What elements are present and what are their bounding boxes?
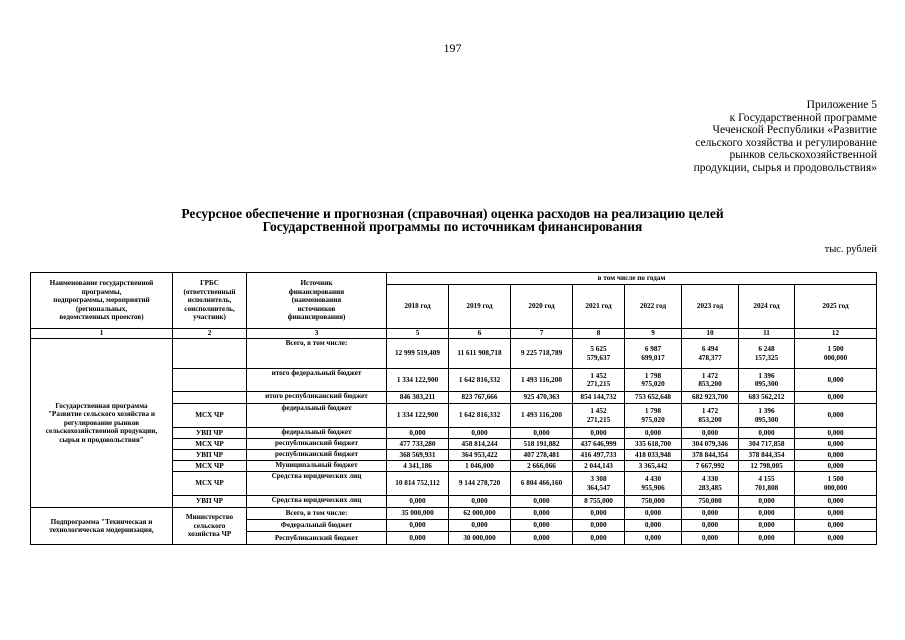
column-number: 6	[449, 329, 511, 339]
value-cell: 0,000	[573, 532, 625, 545]
header-year: 2019 год	[449, 285, 511, 329]
header-year: 2022 год	[625, 285, 682, 329]
value-cell: 518 191,882	[511, 439, 573, 450]
value-cell: 0,000	[795, 461, 877, 472]
header-year: 2021 год	[573, 285, 625, 329]
column-number: 12	[795, 329, 877, 339]
column-number: 1	[31, 329, 173, 339]
column-number: 7	[511, 329, 573, 339]
grbs-cell: МСХ ЧР	[173, 404, 247, 428]
cell-line: 364,547	[586, 483, 611, 492]
value-cell: 823 767,666	[449, 392, 511, 404]
source-cell: Республиканский бюджет	[247, 532, 387, 545]
cell-line: хозяйства ЧР	[187, 530, 232, 539]
value-cell: 7 667,992	[682, 461, 739, 472]
value-cell: 407 278,481	[511, 450, 573, 461]
cell-line: Источник	[300, 279, 333, 288]
source-cell: федеральный бюджет	[247, 404, 387, 428]
value-cell: 10 814 752,112	[387, 472, 449, 496]
cell-line: "Развитие сельского хозяйства и	[47, 410, 156, 419]
cell-line: 1 798	[644, 407, 662, 416]
source-cell: Всего, в том числе:	[247, 508, 387, 520]
value-cell: 4 341,186	[387, 461, 449, 472]
value-cell	[739, 369, 795, 392]
subprogram-grbs	[173, 508, 247, 545]
value-cell: 0,000	[449, 496, 511, 508]
value-cell: 0,000	[682, 508, 739, 520]
cell-line: сельскохозяйственной продукции,	[45, 427, 158, 436]
column-number: 2	[173, 329, 247, 339]
table-row	[31, 273, 877, 285]
value-cell: 0,000	[739, 508, 795, 520]
value-cell: 378 844,354	[682, 450, 739, 461]
value-cell: 0,000	[795, 496, 877, 508]
cell-line: 853,200	[698, 380, 722, 388]
value-cell	[682, 404, 739, 428]
value-cell: 0,000	[511, 532, 573, 545]
value-cell	[739, 339, 795, 369]
appendix-note	[694, 99, 877, 175]
appendix-line: к Государственной программе	[729, 111, 877, 124]
cell-line: 955,906	[641, 483, 665, 492]
value-cell: 368 569,931	[387, 450, 449, 461]
cell-line: финансирования)	[287, 313, 346, 322]
header-years-caption: в том числе по годам	[387, 273, 877, 285]
value-cell: 6 804 466,160	[511, 472, 573, 496]
source-cell: Средства юридических лиц	[247, 496, 387, 508]
value-cell: 12 999 519,409	[387, 339, 449, 369]
cell-line: (ответственный	[183, 287, 236, 296]
value-cell: 335 618,700	[625, 439, 682, 450]
value-cell: 477 733,280	[387, 439, 449, 450]
cell-line: источников	[297, 304, 336, 313]
value-cell: 0,000	[795, 450, 877, 461]
table-row	[31, 329, 877, 339]
grbs-cell: МСХ ЧР	[173, 461, 247, 472]
value-cell: 458 814,244	[449, 439, 511, 450]
cell-line: 853,200	[698, 415, 722, 424]
value-cell	[625, 404, 682, 428]
source-cell: Средства юридических лиц	[247, 472, 387, 496]
value-cell: 846 303,211	[387, 392, 449, 404]
value-cell	[625, 369, 682, 392]
value-cell: 0,000	[795, 508, 877, 520]
grbs-cell	[173, 369, 247, 392]
value-cell: 0,000	[511, 428, 573, 439]
value-cell: 925 470,363	[511, 392, 573, 404]
column-number: 3	[247, 329, 387, 339]
cell-line: 1 396	[758, 371, 775, 380]
source-cell: республиканский бюджет	[247, 450, 387, 461]
value-cell: 0,000	[625, 508, 682, 520]
cell-line: 701,808	[754, 483, 779, 492]
value-cell: 0,000	[573, 428, 625, 439]
cell-line: 6 494	[701, 345, 719, 354]
header-year: 2020 год	[511, 285, 573, 329]
cell-line: подпрограммы, мероприятий	[53, 296, 150, 305]
title-line: Государственной программы по источникам финансирования	[262, 219, 643, 234]
value-cell: 0,000	[795, 439, 877, 450]
header-grbs	[173, 273, 247, 329]
column-number: 9	[625, 329, 682, 339]
value-cell: 0,000	[449, 428, 511, 439]
value-cell: 0,000	[739, 532, 795, 545]
column-number: 10	[682, 329, 739, 339]
value-cell: 1 046,000	[449, 461, 511, 472]
appendix-line: Приложение 5	[806, 99, 877, 111]
source-cell: Муниципальный бюджет	[247, 461, 387, 472]
cell-line: технологическая модернизация,	[49, 526, 154, 534]
value-cell: 9 225 718,789	[511, 339, 573, 369]
value-cell: 418 033,948	[625, 450, 682, 461]
value-cell: 2 044,143	[573, 461, 625, 472]
cell-line: 1 798	[644, 371, 662, 380]
document-title	[0, 207, 905, 233]
cell-line: 4 330	[701, 475, 719, 484]
cell-line: регулирование рынков	[63, 418, 140, 427]
table-row	[31, 339, 877, 369]
value-cell	[573, 404, 625, 428]
value-cell: 753 652,648	[625, 392, 682, 404]
value-cell: 0,000	[449, 520, 511, 532]
cell-line: (наименования	[291, 296, 342, 305]
page-number: 197	[443, 41, 462, 55]
value-cell: 750,000	[682, 496, 739, 508]
value-cell: 0,000	[625, 520, 682, 532]
cell-line: Министерство	[185, 513, 234, 522]
value-cell: 0,000	[573, 508, 625, 520]
grbs-cell: МСХ ЧР	[173, 472, 247, 496]
value-cell: 0,000	[795, 428, 877, 439]
source-cell: итого республиканский бюджет	[247, 392, 387, 404]
cell-line: соисполнитель,	[184, 304, 235, 313]
value-cell: 0,000	[511, 508, 573, 520]
value-cell: 0,000	[511, 520, 573, 532]
value-cell	[573, 472, 625, 496]
value-cell: 0,000	[682, 532, 739, 545]
value-cell: 30 000,000	[449, 532, 511, 545]
cell-line: участник)	[193, 313, 226, 322]
cell-line: 3 308	[590, 475, 607, 484]
value-cell: 0,000	[739, 428, 795, 439]
cell-line: 000,000	[823, 483, 848, 492]
value-cell: 0,000	[573, 520, 625, 532]
value-cell: 0,000	[625, 428, 682, 439]
header-source	[247, 273, 387, 329]
value-cell: 0,000	[511, 496, 573, 508]
value-cell: 0,000	[387, 532, 449, 545]
value-cell: 304 079,346	[682, 439, 739, 450]
cell-line: сырья и продовольствия"	[59, 435, 144, 444]
value-cell: 12 798,005	[739, 461, 795, 472]
cell-line: Подпрограмма "Техническая и	[50, 517, 153, 526]
value-cell: 0,000	[739, 496, 795, 508]
value-cell: 0,000	[682, 520, 739, 532]
value-cell	[625, 339, 682, 369]
value-cell: 0,000	[387, 496, 449, 508]
value-cell	[682, 472, 739, 496]
cell-line: 283,485	[698, 483, 722, 492]
cell-line: 4 155	[758, 475, 775, 484]
column-number: 8	[573, 329, 625, 339]
value-cell: 0,000	[625, 532, 682, 545]
cell-line: 1 452	[590, 371, 607, 380]
title-line: Ресурсное обеспечение и прогнозная (справочная) оценка расходов на реализацию целей	[181, 206, 724, 221]
value-cell: 0,000	[387, 428, 449, 439]
appendix-line: продукции, сырья и продовольствия»	[693, 161, 877, 174]
cell-line: 699,017	[641, 353, 665, 362]
cell-line: 4 430	[644, 475, 662, 484]
value-cell	[682, 369, 739, 392]
value-cell: 0,000	[795, 404, 877, 428]
value-cell: 854 144,732	[573, 392, 625, 404]
source-cell: Всего, в том числе:	[247, 339, 387, 369]
cell-line: 000,000	[823, 353, 848, 362]
value-cell: 304 717,858	[739, 439, 795, 450]
cell-line: 1 500	[827, 345, 844, 354]
value-cell: 1 493 116,200	[511, 404, 573, 428]
value-cell	[739, 472, 795, 496]
cell-line: 6 248	[758, 345, 775, 354]
cell-line: Государственная программа	[55, 401, 148, 410]
value-cell: 0,000	[387, 520, 449, 532]
value-cell: 8 755,000	[573, 496, 625, 508]
subprogram-name	[31, 508, 173, 545]
value-cell: 9 144 278,720	[449, 472, 511, 496]
value-cell	[573, 339, 625, 369]
cell-line: 478,377	[698, 353, 722, 362]
cell-line: Наименование государственной	[49, 279, 154, 288]
value-cell	[625, 472, 682, 496]
value-cell	[795, 339, 877, 369]
appendix-line: рынков сельскохозяйственной	[729, 149, 877, 162]
value-cell: 0,000	[795, 532, 877, 545]
value-cell: 416 497,733	[573, 450, 625, 461]
cell-line: программы,	[81, 287, 122, 296]
source-cell: республиканский бюджет	[247, 439, 387, 450]
column-number: 11	[739, 329, 795, 339]
value-cell: 0,000	[682, 428, 739, 439]
cell-line: 1 472	[701, 371, 719, 380]
cell-line: 095,300	[754, 380, 779, 388]
grbs-cell: УВП ЧР	[173, 496, 247, 508]
cell-line: 271,215	[586, 380, 611, 388]
value-cell: 0,000	[739, 520, 795, 532]
cell-line: 1 396	[758, 407, 775, 416]
value-cell: 35 000,000	[387, 508, 449, 520]
value-cell: 0,000	[795, 369, 877, 392]
source-cell: итого федеральный бюджет	[247, 369, 387, 392]
value-cell	[573, 369, 625, 392]
table-row	[31, 508, 877, 520]
grbs-cell: УВП ЧР	[173, 450, 247, 461]
value-cell: 2 666,066	[511, 461, 573, 472]
cell-line: 157,325	[754, 353, 779, 362]
value-cell: 0,000	[795, 520, 877, 532]
value-cell: 1 334 122,900	[387, 404, 449, 428]
cell-line: ГРБС	[200, 279, 219, 288]
appendix-line: Чеченской Республики «Развитие	[712, 124, 877, 137]
grbs-cell: УВП ЧР	[173, 428, 247, 439]
grbs-cell	[173, 392, 247, 404]
header-name	[31, 273, 173, 329]
cell-line: 095,300	[754, 415, 779, 424]
units-label: тыс. рублей	[824, 244, 877, 255]
header-year: 2023 год	[682, 285, 739, 329]
value-cell	[739, 404, 795, 428]
value-cell: 750,000	[625, 496, 682, 508]
value-cell: 682 923,700	[682, 392, 739, 404]
cell-line: (региональных,	[75, 304, 128, 313]
cell-line: 6 987	[644, 345, 662, 354]
value-cell: 62 000,000	[449, 508, 511, 520]
cell-line: 1 500	[827, 475, 844, 484]
value-cell: 0,000	[795, 392, 877, 404]
value-cell	[682, 339, 739, 369]
column-number: 5	[387, 329, 449, 339]
cell-line: финансирования	[288, 287, 345, 296]
value-cell: 11 611 908,718	[449, 339, 511, 369]
cell-line: сельского	[193, 521, 226, 530]
value-cell: 437 646,999	[573, 439, 625, 450]
appendix-line: сельского хозяйства и регулирование	[695, 136, 877, 149]
value-cell: 1 493 116,200	[511, 369, 573, 392]
source-cell: федеральный бюджет	[247, 428, 387, 439]
funding-table	[30, 272, 877, 545]
value-cell: 683 562,212	[739, 392, 795, 404]
cell-line: 5 625	[590, 345, 607, 354]
cell-line: 1 472	[701, 407, 719, 416]
value-cell: 364 953,422	[449, 450, 511, 461]
cell-line: ведомственных проектов)	[59, 313, 144, 322]
header-year: 2024 год	[739, 285, 795, 329]
cell-line: 579,637	[586, 353, 611, 362]
cell-line: 975,020	[641, 380, 665, 388]
value-cell: 1 334 122,900	[387, 369, 449, 392]
value-cell: 1 642 816,332	[449, 404, 511, 428]
grbs-cell: МСХ ЧР	[173, 439, 247, 450]
source-cell: Федеральный бюджет	[247, 520, 387, 532]
header-year: 2018 год	[387, 285, 449, 329]
value-cell: 1 642 816,332	[449, 369, 511, 392]
cell-line: 271,215	[586, 415, 611, 424]
cell-line: 1 452	[590, 407, 607, 416]
grbs-cell	[173, 339, 247, 369]
value-cell	[795, 472, 877, 496]
cell-line: 975,020	[641, 415, 665, 424]
header-year: 2025 год	[795, 285, 877, 329]
value-cell: 3 365,442	[625, 461, 682, 472]
value-cell: 378 844,354	[739, 450, 795, 461]
cell-line: исполнитель,	[187, 296, 232, 305]
program-name	[31, 339, 173, 508]
